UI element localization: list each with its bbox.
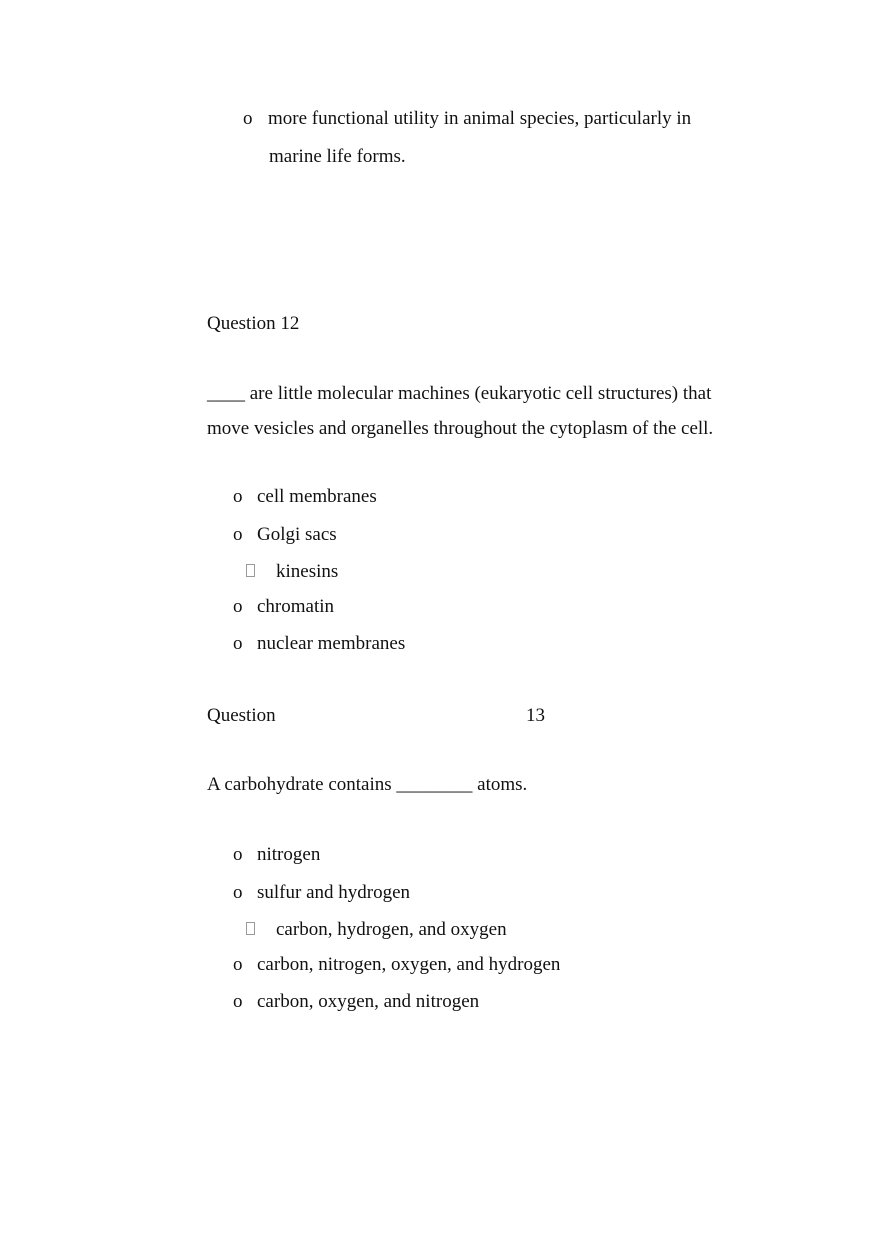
option-label: kinesins [276,561,339,582]
question-12-prompt-line2: move vesicles and organelles throughout the cytoplasm of the cell. [207,418,714,439]
option-label: carbon, hydrogen, and oxygen [276,919,507,940]
option-label: nuclear membranes [257,633,406,654]
option-label: sulfur and hydrogen [257,882,411,903]
question-13-heading-word: Question [207,705,276,726]
option-bullet: o [243,108,253,129]
question-12-heading: Question 12 [207,313,300,334]
option-bullet: o [233,486,243,507]
option-bullet: o [233,954,243,975]
option-label: Golgi sacs [257,524,337,545]
option-label: carbon, nitrogen, oxygen, and hydrogen [257,954,561,975]
question-13-heading-number: 13 [526,705,545,726]
option-bullet: o [233,596,243,617]
option-bullet: o [233,524,243,545]
option-label: carbon, oxygen, and nitrogen [257,991,480,1012]
prev-option-text-line1: more functional utility in animal species, particularly in [268,108,692,129]
option-bullet: o [233,633,243,654]
option-bullet: o [233,882,243,903]
option-label: chromatin [257,596,335,617]
prev-option-text-line2: marine life forms. [269,146,406,167]
option-label: nitrogen [257,844,321,865]
option-bullet: o [233,991,243,1012]
option-label: cell membranes [257,486,377,507]
selected-marker-icon [246,922,255,935]
selected-marker-icon [246,564,255,577]
question-12-prompt-line1: ____ are little molecular machines (eukaryotic cell structures) that [207,383,712,404]
option-bullet: o [233,844,243,865]
question-13-prompt: A carbohydrate contains ________ atoms. [207,774,528,795]
